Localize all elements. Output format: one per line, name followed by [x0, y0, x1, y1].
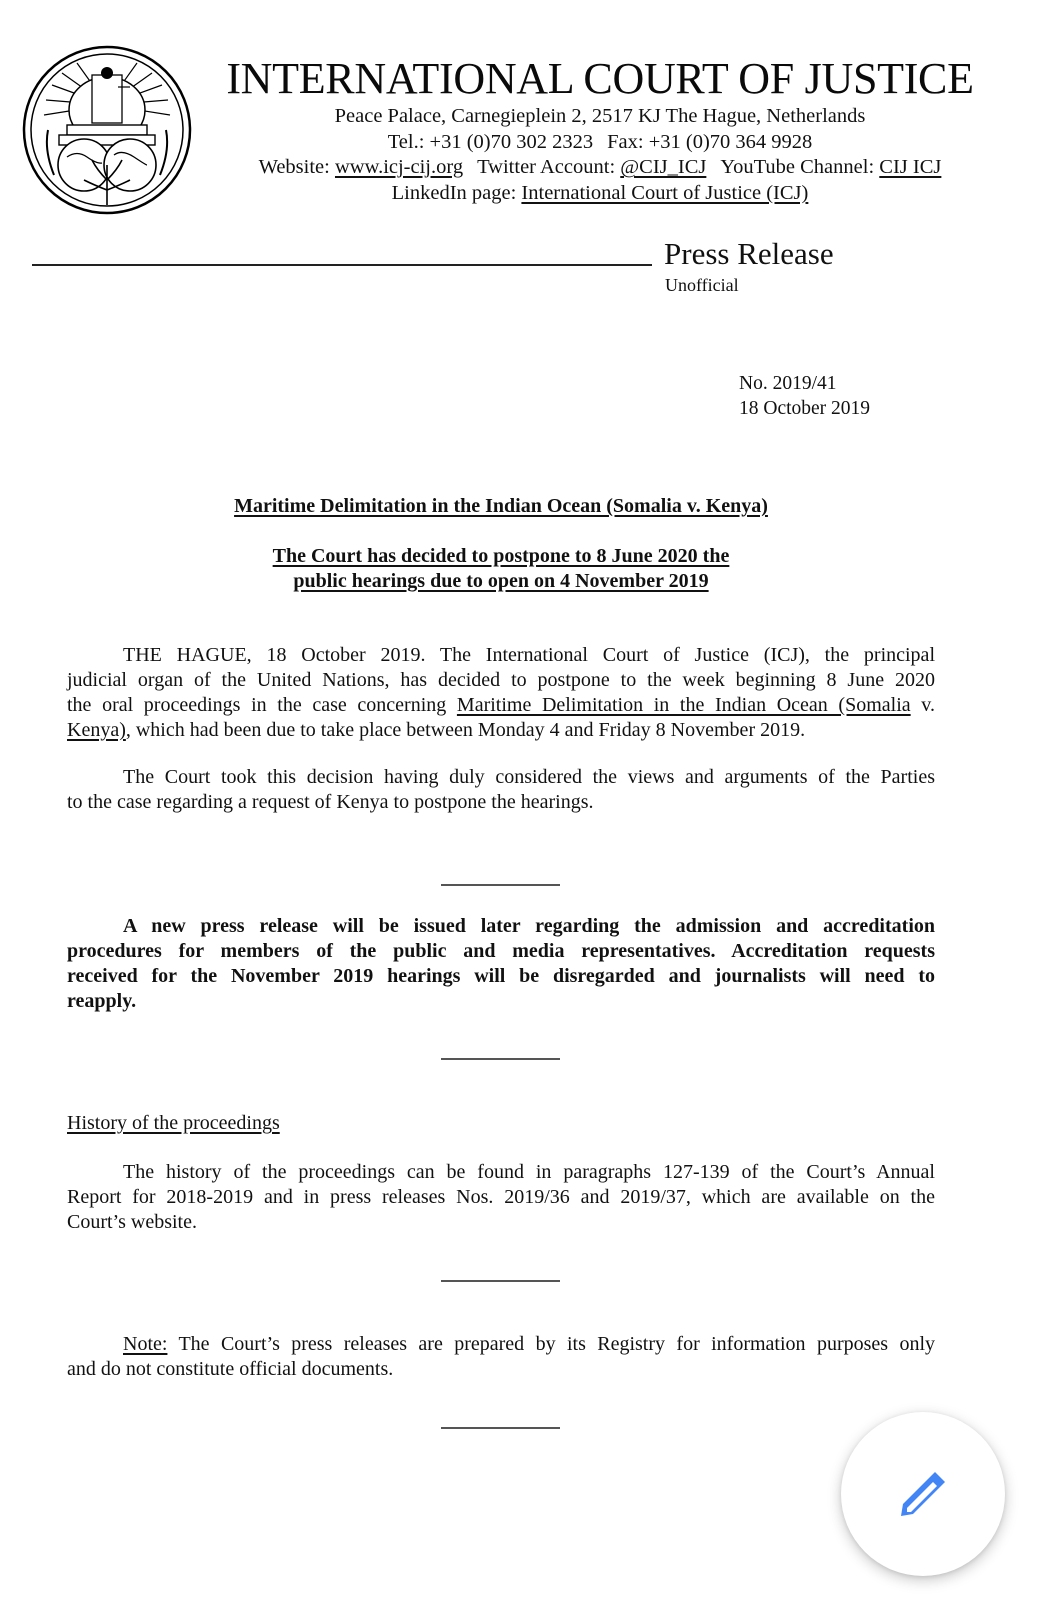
text-line: The Court’s press releases are prepared by its Registry for information purposes only	[167, 1333, 935, 1355]
linkedin-label: LinkedIn page:	[391, 182, 517, 204]
case-link: Maritime Delimitation in the Indian Ocean (Somalia	[456, 694, 911, 716]
note-label: Note:	[123, 1333, 168, 1355]
header-divider	[32, 264, 652, 266]
twitter-link[interactable]: @CIJ_ICJ	[620, 156, 707, 178]
youtube-link[interactable]: CIJ ICJ	[879, 156, 942, 178]
text-line: A new press release will be issued later regarding the admission and accreditation	[123, 915, 935, 937]
paragraph-note	[67, 1332, 935, 1382]
phone-fax	[208, 130, 992, 155]
case-link-continued: Kenya)	[67, 719, 126, 741]
text-line: received for the November 2019 hearings will be disregarded and journalists will need to	[67, 965, 935, 987]
icj-seal-icon	[22, 45, 192, 215]
section-separator	[441, 1280, 560, 1282]
release-date: 18 October 2019	[739, 398, 871, 419]
website-label: Website:	[258, 156, 330, 178]
text-line: , which had been due to take place between Monday 4 and Friday 8 November 2019.	[125, 719, 806, 741]
case-title: Maritime Delimitation in the Indian Ocean (Somalia v. Kenya)	[234, 495, 768, 517]
text-line: and do not constitute official documents.	[67, 1358, 394, 1380]
paragraph-decision	[67, 765, 935, 815]
text-line: THE HAGUE, 18 October 2019. The International Court of Justice (ICJ), the principal	[123, 644, 935, 666]
edit-button[interactable]	[841, 1412, 1005, 1576]
text-line: v.	[910, 694, 935, 716]
twitter-label: Twitter Account:	[477, 156, 616, 178]
text-line: Report for 2018-2019 and in press releases Nos. 2019/36 and 2019/37, which are available on the	[67, 1186, 935, 1208]
pencil-edit-icon	[891, 1462, 955, 1526]
paragraph-history	[67, 1160, 935, 1235]
headline-line-2: public hearings due to open on 4 November 2019	[293, 570, 709, 592]
text-line: the oral proceedings in the case concerning	[67, 694, 457, 716]
section-separator	[441, 884, 560, 886]
telephone: Tel.: +31 (0)70 302 2323	[387, 131, 594, 153]
text-line: reapply.	[67, 990, 137, 1012]
website-link[interactable]: www.icj-cij.org	[334, 156, 464, 178]
social-links	[208, 155, 992, 180]
section-separator	[441, 1058, 560, 1060]
unofficial-label: Unofficial	[665, 275, 739, 295]
press-release-label: Press Release	[664, 236, 834, 271]
headline-line-1: The Court has decided to postpone to 8 June 2020 the	[272, 545, 730, 567]
fax: Fax: +31 (0)70 364 9928	[607, 131, 813, 153]
section-separator	[441, 1427, 560, 1429]
history-heading: History of the proceedings	[67, 1112, 280, 1134]
organization-title: INTERNATIONAL COURT OF JUSTICE	[226, 54, 974, 103]
paragraph-accreditation-notice	[67, 914, 935, 1014]
text-line: The history of the proceedings can be found in paragraphs 127-139 of the Court’s Annual	[123, 1161, 935, 1183]
linkedin-line	[208, 181, 992, 206]
address: Peace Palace, Carnegieplein 2, 2517 KJ The Hague, Netherlands	[334, 105, 866, 127]
text-line: Court’s website.	[67, 1211, 197, 1233]
release-number: No. 2019/41	[739, 373, 837, 394]
text-line: to the case regarding a request of Kenya to postpone the hearings.	[67, 791, 594, 813]
paragraph-announcement	[67, 643, 935, 743]
text-line: judicial organ of the United Nations, has decided to postpone to the week beginning 8 June 2020	[67, 669, 935, 691]
youtube-label: YouTube Channel:	[720, 156, 875, 178]
text-line: procedures for members of the public and media representatives. Accreditation requests	[67, 940, 935, 962]
text-line: The Court took this decision having duly considered the views and arguments of the Parties	[123, 766, 935, 788]
linkedin-link[interactable]: International Court of Justice (ICJ)	[521, 182, 809, 204]
